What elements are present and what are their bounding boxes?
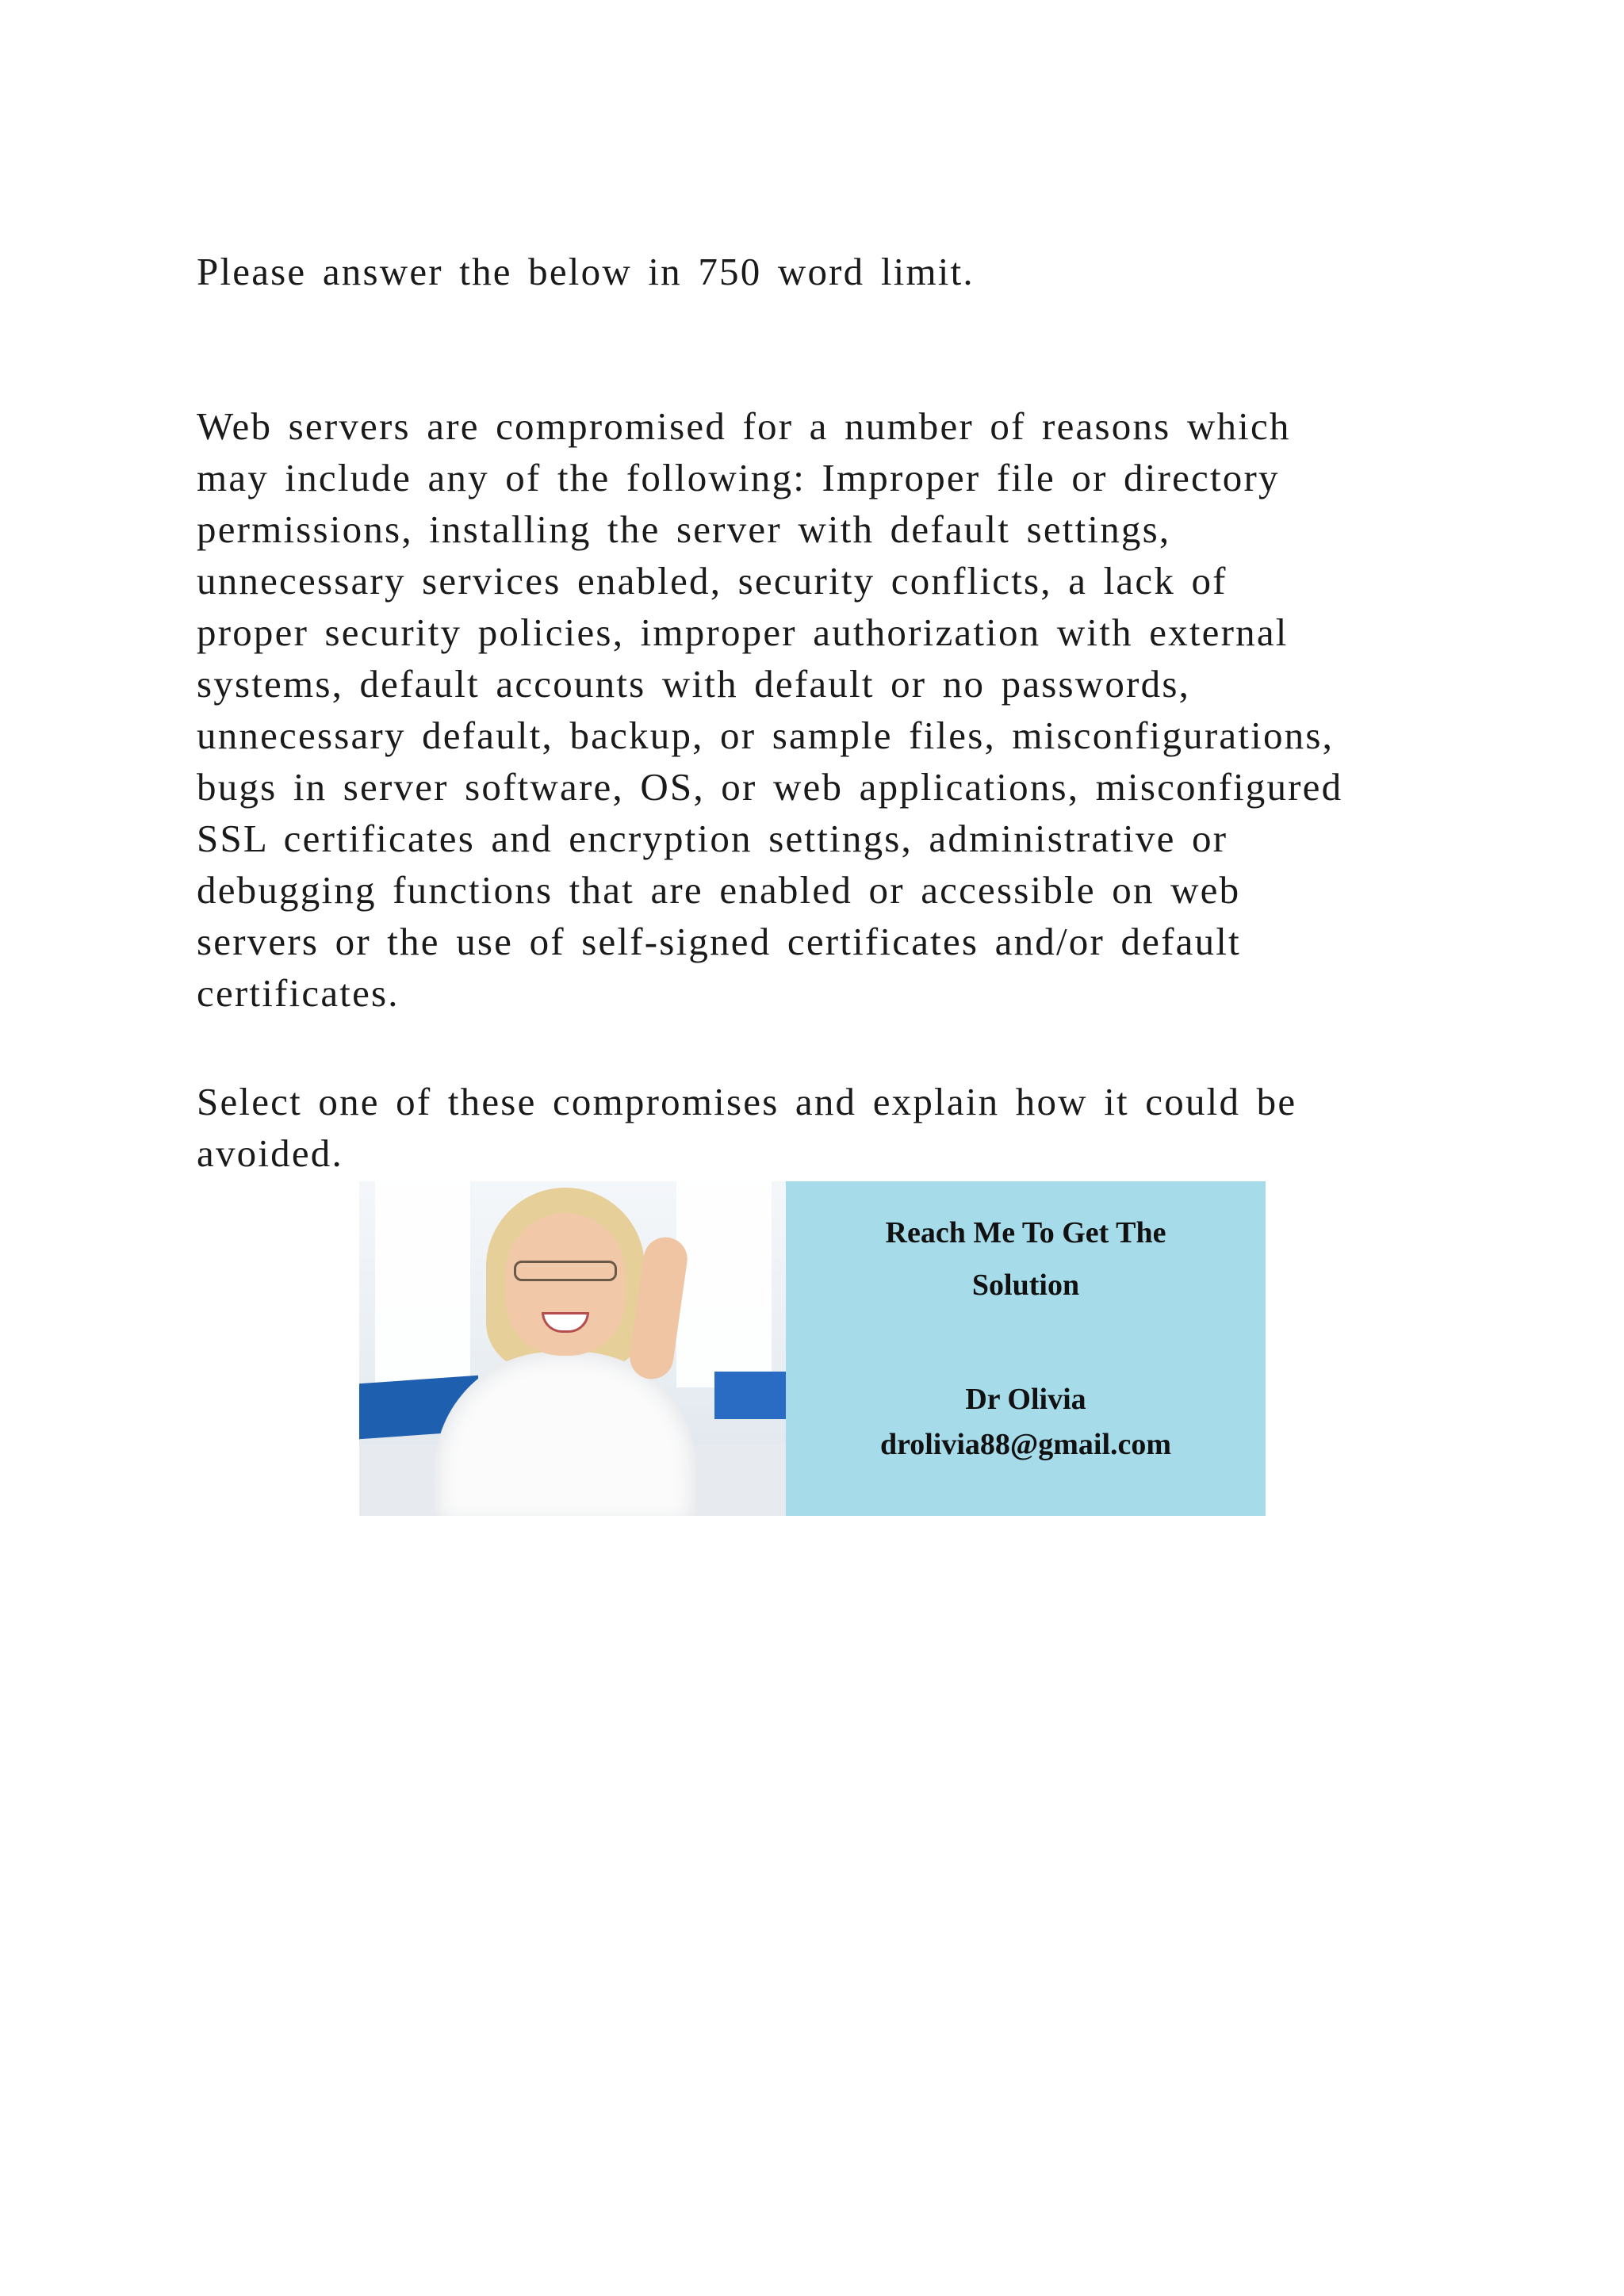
contact-info-panel: [786, 1181, 1266, 1516]
question-paragraph: Web servers are compromised for a number of reasons which may include any of the following: Improper file or directory permissions, installing the server with default settings, unnecessary services enabled, security conflicts, a lack of proper security policies, improper authorization with external systems, default accounts with default or no passwords, unnecessary default, backup, or sample files, misconfigurations, bugs in server software, OS, or web applications, misconfigured SSL certificates and encryption settings, administrative or debugging functions that are enabled or accessible on web servers or the use of self-signed certificates and/or default certificates.: [197, 404, 1343, 1015]
glasses-icon: [514, 1261, 617, 1281]
reach-me-heading: Reach Me To Get The Solution: [885, 1216, 1166, 1302]
smiling-woman-photo: [359, 1181, 786, 1516]
window-shape: [375, 1181, 470, 1387]
contact-name: Dr Olivia: [965, 1383, 1086, 1416]
blue-chair-shape: [714, 1372, 786, 1419]
window-shape: [676, 1181, 772, 1387]
prompt-paragraph: Select one of these compromises and explain how it could be avoided.: [197, 1080, 1297, 1175]
contact-email: drolivia88@gmail.com: [879, 1428, 1172, 1461]
face-shape: [506, 1213, 625, 1356]
contact-banner: [359, 1181, 1266, 1516]
intro-paragraph: Please answer the below in 750 word limit.: [197, 250, 975, 293]
